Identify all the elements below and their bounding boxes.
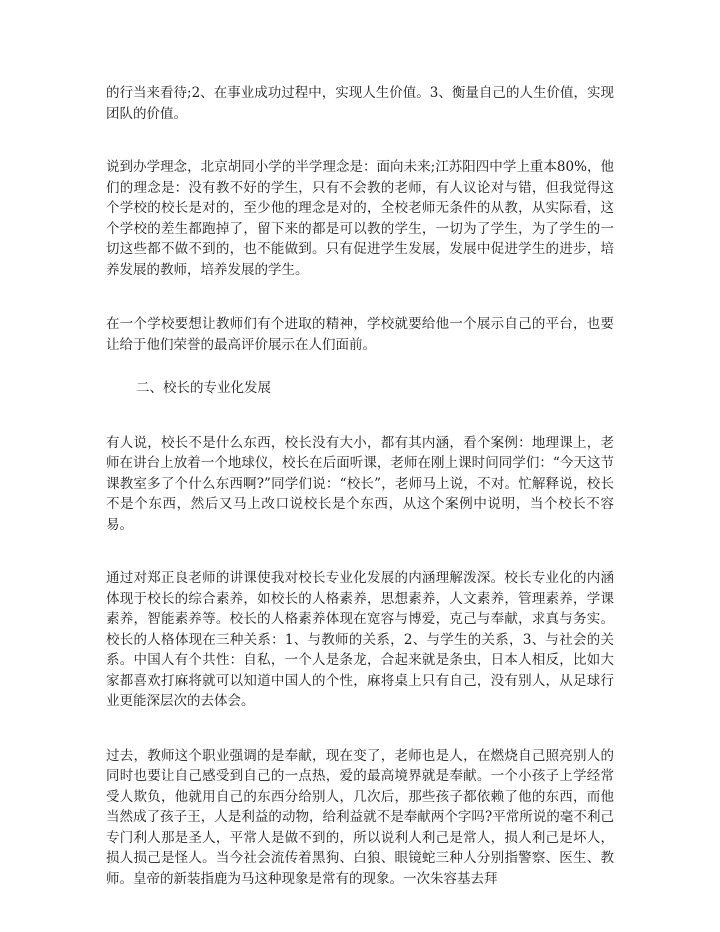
paragraph-principal-anecdote: 有人说，校长不是什么东西，校长没有大小，都有其内涵，看个案例：地理课上，老师在讲台上放着一个地球仪，校长在后面听课，老师在刚上课时问同学们：“今天这节课教室多了个什么东西啊?”同学们说：“校长”，老师马上说，不对。忙解释说，校长不是个东西，然后又马上改口说校长是个东西，从这个案例中说明，当个校长不容易。 xyxy=(106,434,614,533)
paragraph-teacher-platform: 在一个学校要想让教师们有个进取的精神，学校就要给他一个展示自己的平台，也要让给于他们荣誉的最高评价展示在人们面前。 xyxy=(106,316,614,353)
paragraph-principal-qualities: 通过对郑正良老师的讲课使我对校长专业化发展的内涵理解泼深。校长专业化的内涵体现于校长的综合素养，如校长的人格素养，思想素养，人文素养，管理素养，学课素养，智能素养等。校长的人格素养体现在宽容与博爱，克己与奉献，求真与务实。校长的人格体现在三种关系：1、与教师的关系，2、与学生的关系，3、与社会的关系。中国人有个共性：自私，一个人是条龙，合起来就是条虫，日本人相反，比如大家都喜欢打麻将就可以知道中国人的个性，麻将桌上只有自己，没有别人，从足球行业更能深层次的去体会。 xyxy=(106,570,614,709)
paragraph-life-value: 的行当来看待;2、在事业成功过程中，实现人生价值。3、衡量自己的人生价值，实现团队的价值。 xyxy=(106,85,614,122)
paragraph-school-philosophy: 说到办学理念，北京胡同小学的半学理念是：面向未来;江苏阳四中学上重本80%，他们的理念是：没有教不好的学生，只有不会教的老师，有人议论对与错，但我觉得这个学校的校长是对的，至少他的理念是对的，全校老师无条件的从教，从实际看，这个学校的差生都跑掉了，留下来的都是可以教的学生，一切为了学生，为了学生的一切这些都不做不到的，也不能做到。只有促进学生发展，发展中促进学生的进步，培养发展的教师，培养发展的学生。 xyxy=(106,159,614,278)
section-heading-principal-development: 二、校长的专业化发展 xyxy=(136,380,271,396)
document-page xyxy=(106,83,614,889)
paragraph-teacher-dedication: 过去，教师这个职业强调的是奉献，现在变了，老师也是人，在燃烧自己照亮别人的同时也要让自己感受到自己的一点热，爱的最高境界就是奉献。一个小孩子上学经常受人欺负，他就用自己的东西分给别人，几次后，那些孩子都依赖了他的东西，而他当然成了孩子王，人是利益的动物，给利益就不是奉献两个字吗?平常所说的毫不利己专门利人那是圣人，平常人是做不到的，所以说利人利己是常人，损人利己是坏人，损人损己是怪人。当今社会流传着黑狗、白狼、眼镜蛇三种人分别指警察、医生、教师。皇帝的新装指鹿为马这种现象是常有的现象。一次朱容基去拜 xyxy=(106,747,614,887)
